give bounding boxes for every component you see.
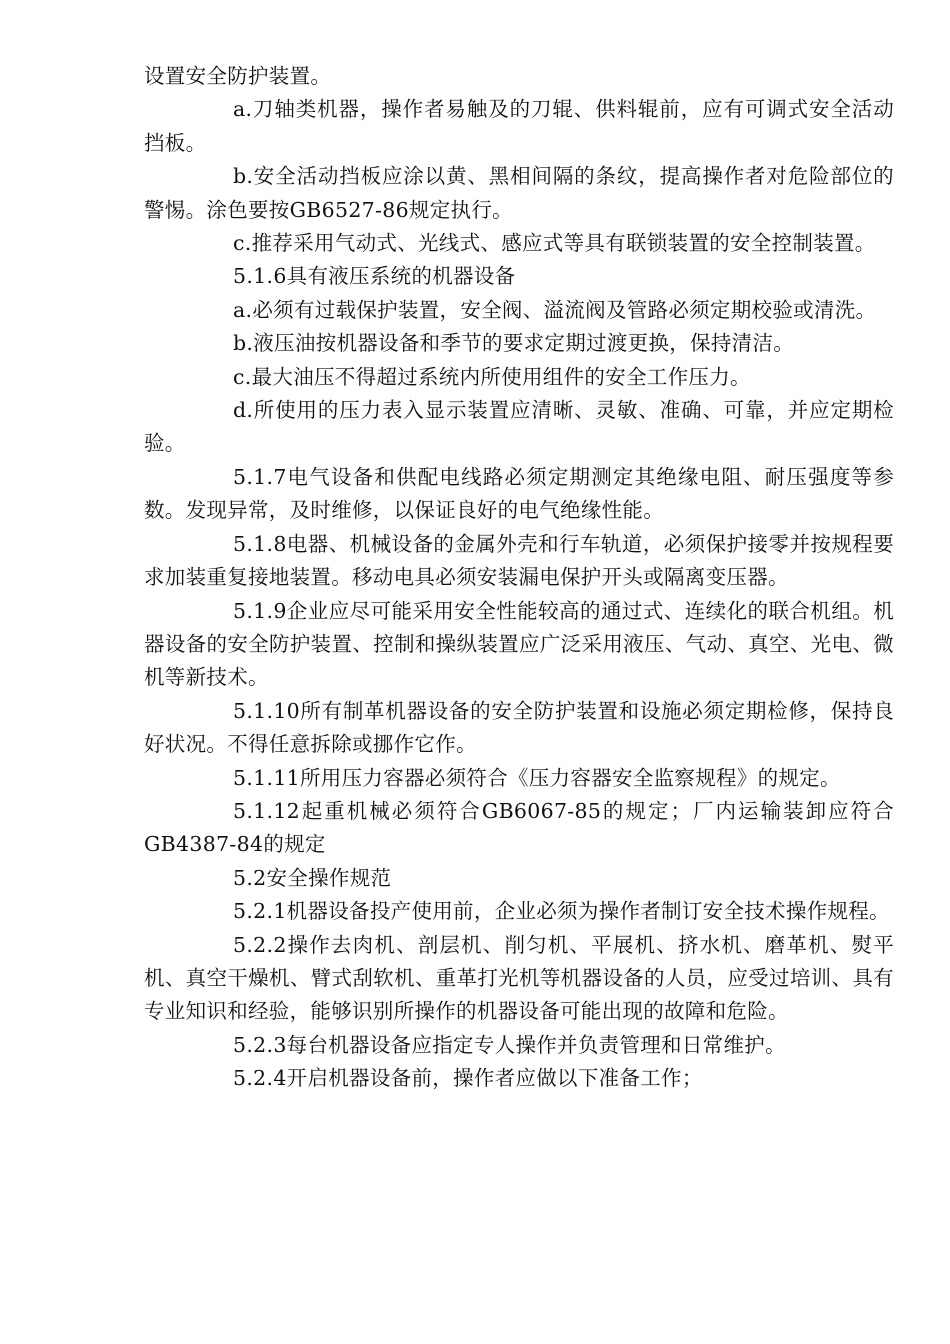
paragraph: 5.1.12起重机械必须符合GB6067-85的规定；厂内运输装卸应符合GB4387-84的规定 bbox=[144, 798, 894, 857]
paragraph: b.液压油按机器设备和季节的要求定期过渡更换，保持清洁。 bbox=[233, 331, 795, 356]
paragraph: 5.2.3每台机器设备应指定专人操作并负责管理和日常维护。 bbox=[233, 1032, 786, 1057]
paragraph: a.必须有过载保护装置，安全阀、溢流阀及管路必须定期校验或清洗。 bbox=[233, 297, 877, 322]
paragraph: 设置安全防护装置。 bbox=[144, 64, 332, 88]
document-body bbox=[144, 60, 894, 1096]
paragraph: b.安全活动挡板应涂以黄、黑相间隔的条纹，提高操作者对危险部位的警惕。涂色要按GB6527-86规定执行。 bbox=[144, 164, 894, 222]
paragraph: 5.1.9企业应尽可能采用安全性能较高的通过式、连续化的联合机组。机器设备的安全防护装置、控制和操纵装置应广泛采用液压、气动、真空、光电、微机等新技术。 bbox=[144, 598, 894, 690]
paragraph: 5.2.2操作去肉机、剖层机、削匀机、平展机、挤水机、磨革机、熨平机、真空干燥机、臂式刮软机、重革打光机等机器设备的人员，应受过培训、具有专业知识和经验，能够识别所操作的机器设备可能出现的故障和危险。 bbox=[144, 932, 894, 1024]
paragraph: d.所使用的压力表入显示装置应清晰、灵敏、准确、可靠，并应定期检验。 bbox=[144, 398, 894, 456]
paragraph: 5.1.7电气设备和供配电线路必须定期测定其绝缘电阻、耐压强度等参数。发现异常，及时维修，以保证良好的电气绝缘性能。 bbox=[144, 464, 894, 523]
paragraph: a.刀轴类机器，操作者易触及的刀辊、供料辊前，应有可调式安全活动挡板。 bbox=[144, 97, 894, 155]
paragraph: 5.2.1机器设备投产使用前，企业必须为操作者制订安全技术操作规程。 bbox=[233, 899, 890, 924]
paragraph: 5.2.4开启机器设备前，操作者应做以下准备工作； bbox=[233, 1066, 703, 1091]
paragraph: c.最大油压不得超过系统内所使用组件的安全工作压力。 bbox=[233, 364, 751, 389]
paragraph: c.推荐采用气动式、光线式、感应式等具有联锁装置的安全控制装置。 bbox=[233, 231, 876, 256]
paragraph: 5.2安全操作规范 bbox=[233, 865, 392, 890]
paragraph: 5.1.10所有制革机器设备的安全防护装置和设施必须定期检修，保持良好状况。不得任意拆除或挪作它作。 bbox=[144, 698, 894, 757]
paragraph: 5.1.6具有液压系统的机器设备 bbox=[233, 264, 516, 289]
paragraph: 5.1.8电器、机械设备的金属外壳和行车轨道，必须保护接零并按规程要求加装重复接地装置。移动电具必须安装漏电保护开头或隔离变压器。 bbox=[144, 531, 894, 590]
paragraph: 5.1.11所用压力容器必须符合《压力容器安全监察规程》的规定。 bbox=[233, 765, 841, 790]
